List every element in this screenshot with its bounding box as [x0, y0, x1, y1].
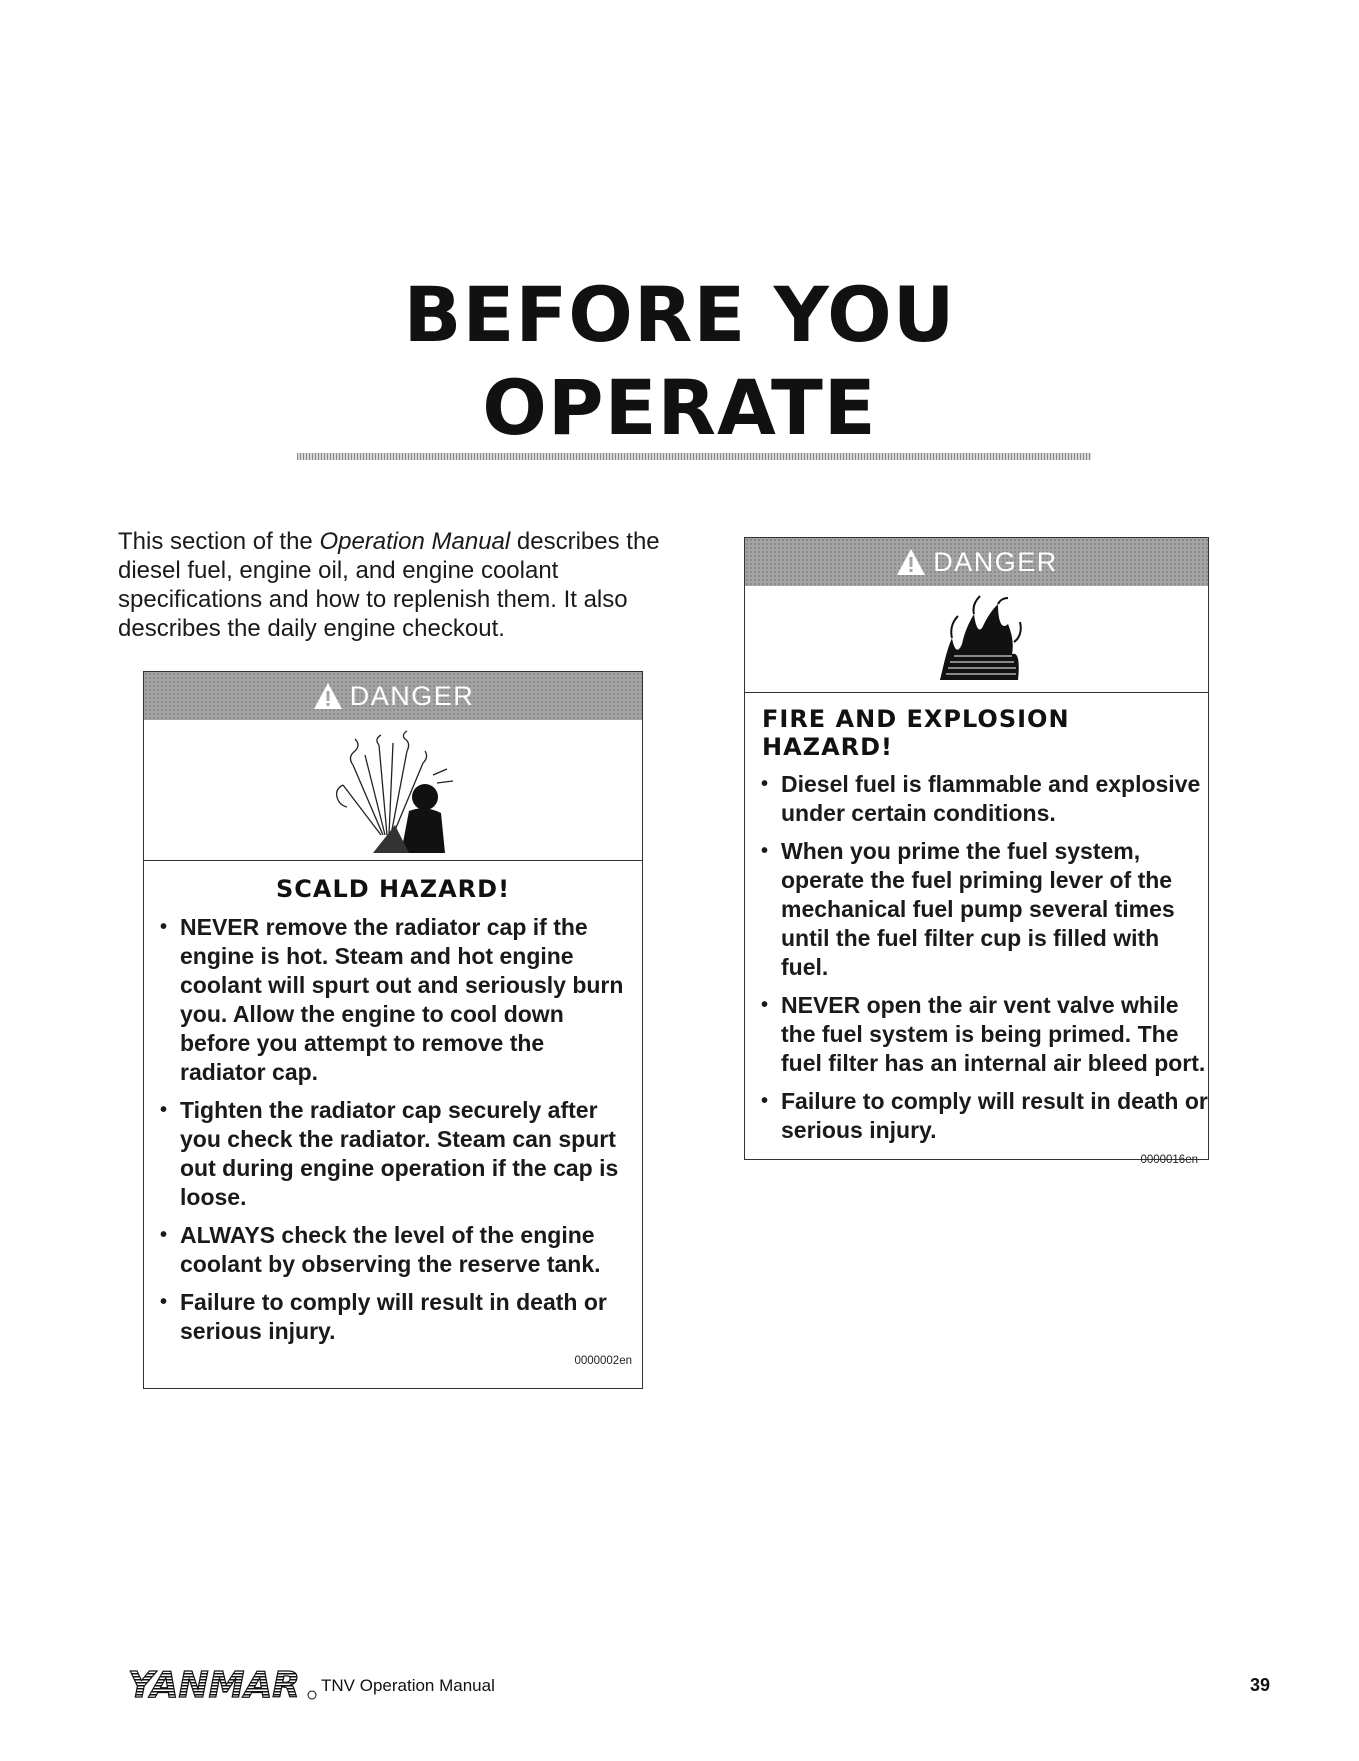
- scald-danger-box: [143, 671, 643, 1389]
- danger-header: [745, 538, 1208, 586]
- danger-header: [144, 672, 642, 720]
- intro-text-start: This section of the: [118, 528, 320, 555]
- list-item: • Tighten the radiator cap securely after you check the radiator. Steam can spurt out during engine operation if the cap is loose.: [144, 1096, 628, 1212]
- scald-hazard-icon: [313, 725, 473, 855]
- list-item: • NEVER open the air vent valve while the fuel system is being primed. The fuel filter has an internal air bleed port.: [745, 991, 1208, 1078]
- yanmar-logo-text: YANMAR: [128, 1667, 301, 1701]
- flame-icon: [922, 594, 1032, 684]
- page-title-line1: BEFORE YOU: [403, 270, 956, 359]
- scald-hazard-heading: SCALD HAZARD!: [275, 875, 511, 903]
- scald-pictogram: [144, 720, 642, 861]
- intro-manual-title: Operation Manual: [319, 528, 511, 555]
- danger-signal-word: DANGER: [933, 546, 1058, 577]
- page-title: [0, 268, 1359, 454]
- list-item: • NEVER remove the radiator cap if the engine is hot. Steam and hot engine coolant will spurt out and seriously burn you. Allow the engine to cool down before you attempt to remove the radiator cap.: [144, 913, 628, 1087]
- page-number: 39: [1249, 1675, 1270, 1695]
- list-item: • Failure to comply will result in death or serious injury.: [144, 1288, 628, 1346]
- title-rule: [297, 453, 1091, 460]
- scald-reference-code: 0000002en: [574, 1355, 632, 1367]
- warning-triangle-icon: [895, 547, 927, 577]
- danger-signal-word: DANGER: [349, 680, 475, 711]
- scald-hazard-list: [144, 913, 642, 1346]
- footer-manual-name: TNV Operation Manual: [321, 1676, 495, 1695]
- list-item: • When you prime the fuel system, operate the fuel priming lever of the mechanical fuel pump several times until the fuel filter cup is filled with fuel.: [745, 837, 1208, 982]
- fire-hazard-heading: FIRE AND EXPLOSION HAZARD!: [762, 705, 1070, 761]
- yanmar-logo: [128, 1667, 318, 1706]
- list-item: • Failure to comply will result in death or serious injury.: [745, 1087, 1208, 1145]
- list-item: • ALWAYS check the level of the engine coolant by observing the reserve tank.: [144, 1221, 628, 1279]
- fire-hazard-list: [745, 770, 1208, 1145]
- intro-paragraph: [118, 527, 678, 643]
- intro-text-end: describes the diesel fuel, engine oil, and engine coolant specifications and how to replenish them. It also describes the daily engine checkout.: [118, 528, 660, 642]
- list-item: • Diesel fuel is flammable and explosive under certain conditions.: [745, 770, 1208, 828]
- fire-reference-code: 0000016en: [1140, 1154, 1198, 1166]
- warning-triangle-icon: [312, 681, 344, 711]
- fire-pictogram: [745, 586, 1208, 693]
- page-title-line2: OPERATE: [482, 363, 877, 452]
- fire-danger-box: [744, 537, 1209, 1166]
